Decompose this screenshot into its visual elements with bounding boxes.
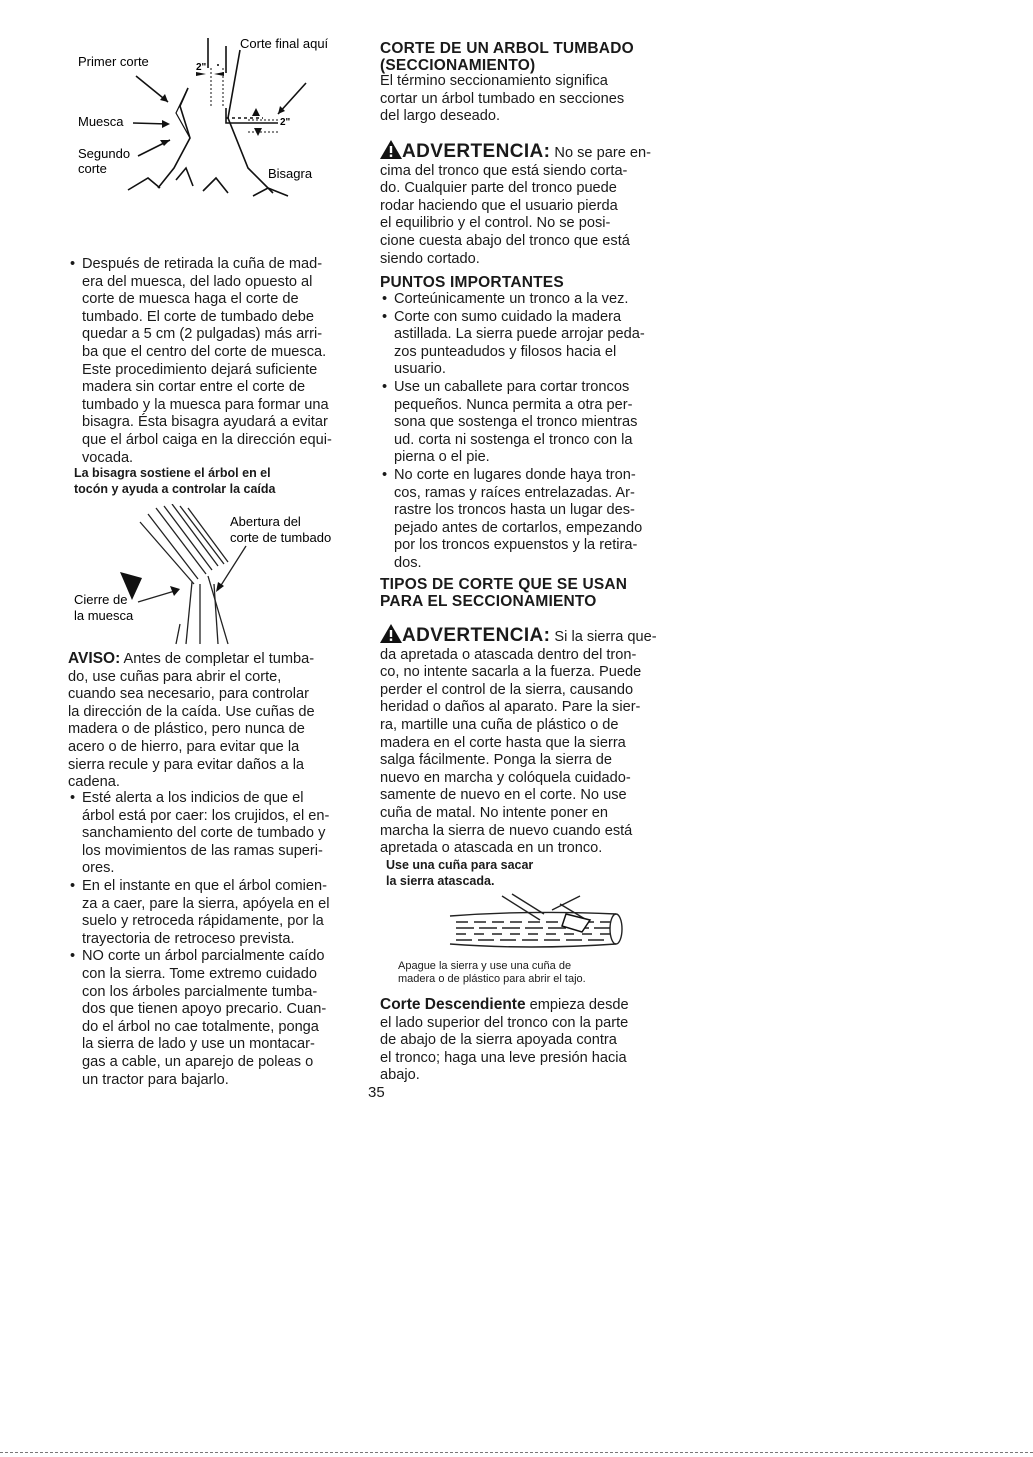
label-primer-corte: Primer corte: [78, 54, 149, 69]
felling-cut-diagram: [68, 28, 358, 213]
warning-title: ADVERTENCIA:: [402, 141, 551, 162]
heading-corte-arbol-tumbado: CORTE DE UN ARBOL TUMBADO (SECCIONAMIENTO): [380, 40, 634, 74]
corte-descendiente-paragraph: Corte Descendiente empieza desde el lado superior del tronco con la parte de abajo de la sierra apoyada contra el tronco; haga una leve presión hacia abajo.: [380, 996, 629, 1084]
caption-cuna: Use una cuña para sacar la sierra atascada.: [386, 858, 534, 888]
log-wedge-diagram: [440, 892, 630, 958]
warning-block-2: ADVERTENCIA: Si la sierra que- da apretada o atascada dentro del tron- co, no intente sacarla a la fuerza. Puede perder el control de la sierra, causando heridad o daños al aparato. Pare la sier- ra, martille una cuña de plástico o de madera en el corte hasta que la sierra salga fácilmente. Ponga la sierra de nuevo en marcha y colóquela cuidado- samente de nuevo en el corte. No use cuña de matal. No intente poner en marcha la sierra de nuevo cuando está apretada o atascada en un tronco.: [380, 625, 657, 857]
label-abertura-corte: corte de tumbado: [230, 530, 332, 545]
label-cierre: Cierre de: [74, 592, 128, 607]
caption-apague: Apague la sierra y use una cuña de madera o de plástico para abrir el tajo.: [398, 960, 586, 985]
label-abertura: Abertura del: [230, 514, 301, 529]
label-corte-final: Corte final aquí: [240, 36, 329, 51]
label-la-muesca: la muesca: [74, 608, 134, 623]
page-number: 35: [368, 1084, 385, 1101]
aviso-label: AVISO:: [68, 650, 121, 667]
label-segundo: Segundo: [78, 146, 131, 161]
intro-paragraph: El término seccionamiento significa cortar un árbol tumbado en secciones del largo deseado.: [380, 73, 625, 125]
label-bisagra: Bisagra: [268, 166, 313, 181]
caption-bisagra: La bisagra sostiene el árbol en el tocón y ayuda a controlar la caída: [74, 466, 276, 496]
label-segundo-corte: corte: [78, 161, 107, 176]
dim-top: 2": [196, 62, 207, 73]
warning-triangle-icon: [380, 624, 402, 643]
warning-triangle-icon: [380, 140, 402, 159]
heading-puntos-importantes: PUNTOS IMPORTANTES: [380, 274, 564, 291]
wedge-icon: [562, 914, 590, 932]
heading-tipos-de-corte: TIPOS DE CORTE QUE SE USAN PARA EL SECCIONAMIENTO: [380, 576, 628, 610]
warning-title: ADVERTENCIA:: [402, 625, 551, 646]
point-item: • Use un caballete para cortar troncos pequeños. Nunca permita a otra per- sona que sostenga el tronco mientras ud. corta ni sostenga el tronco con la pierna o el pie.: [380, 379, 670, 467]
bottom-rule: [0, 1452, 1033, 1453]
bullet-list-despues: [68, 256, 358, 467]
corte-descendiente-label: Corte Descendiente: [380, 996, 526, 1013]
point-item: • No corte en lugares donde haya tron- cos, ramas y raíces entrelazadas. Ar- rastre los troncos hasta un lugar des- pejado antes de cortarlos, empezando por los troncos expuenstos y la retira- dos.: [380, 467, 670, 573]
hinge-diagram: [68, 504, 358, 650]
point-item: • Corte con sumo cuidado la madera astillada. La sierra puede arrojar peda- zos punteadudos y filosos hacia el usuario.: [380, 309, 670, 379]
bullet-list-caida: [68, 790, 358, 1089]
bullet-no-corte: • NO corte un árbol parcialmente caído con la sierra. Tome extremo cuidado con los árboles parcialmente tumba- dos que tienen apoyo precario. Cuan- do el árbol no cae totalmente, ponga la sierra de lado y use un montacar- gas a cable, un aparejo de poleas o un tractor para bajarlo.: [68, 948, 358, 1089]
bullet-despues: • Después de retirada la cuña de mad- era del muesca, del lado opuesto al corte de muesca haga el corte de tumbado. El corte de tumbado debe quedar a 5 cm (2 pulgadas) más arri- ba que el centro del corte de muesca. Este procedimiento dejará suficiente madera sin cortar entre el corte de tumbado y la muesca para formar una bisagra. Ésta bisagra ayudará a evitar que el árbol caiga en la dirección equi- vocada.: [68, 256, 358, 467]
label-muesca: Muesca: [78, 114, 124, 129]
point-item: • Corteúnicamente un tronco a la vez.: [380, 291, 670, 309]
aviso-paragraph: AVISO: Antes de completar el tumba- do, use cuñas para abrir el corte, cuando sea necesario, para controlar la dirección de la caída. Use cuñas de madera o de plástico, pero nunca de acero o de hierro, para evitar que la sierra recule y para evitar daños a la cadena.: [68, 650, 315, 791]
warning-block-1: ADVERTENCIA: No se pare en- cima del tronco que está siendo corta- do. Cualquier parte del tronco puede rodar haciendo que el usuario pierda el equilibrio y el control. No se posi- cione cuesta abajo del tronco que está siendo cortado.: [380, 141, 651, 267]
dim-side: 2": [280, 117, 291, 128]
bullet-alerta: • Esté alerta a los indicios de que el árbol está por caer: los crujidos, el en- sanchamiento del corte de tumbado y los movimientos de las ramas superi- ores.: [68, 790, 358, 878]
points-list: [380, 291, 670, 573]
bullet-instante: • En el instante en que el árbol comien- za a caer, pare la sierra, apóyela en el suelo y retroceda rápidamente, por la trayectoria de retroceso prevista.: [68, 878, 358, 948]
